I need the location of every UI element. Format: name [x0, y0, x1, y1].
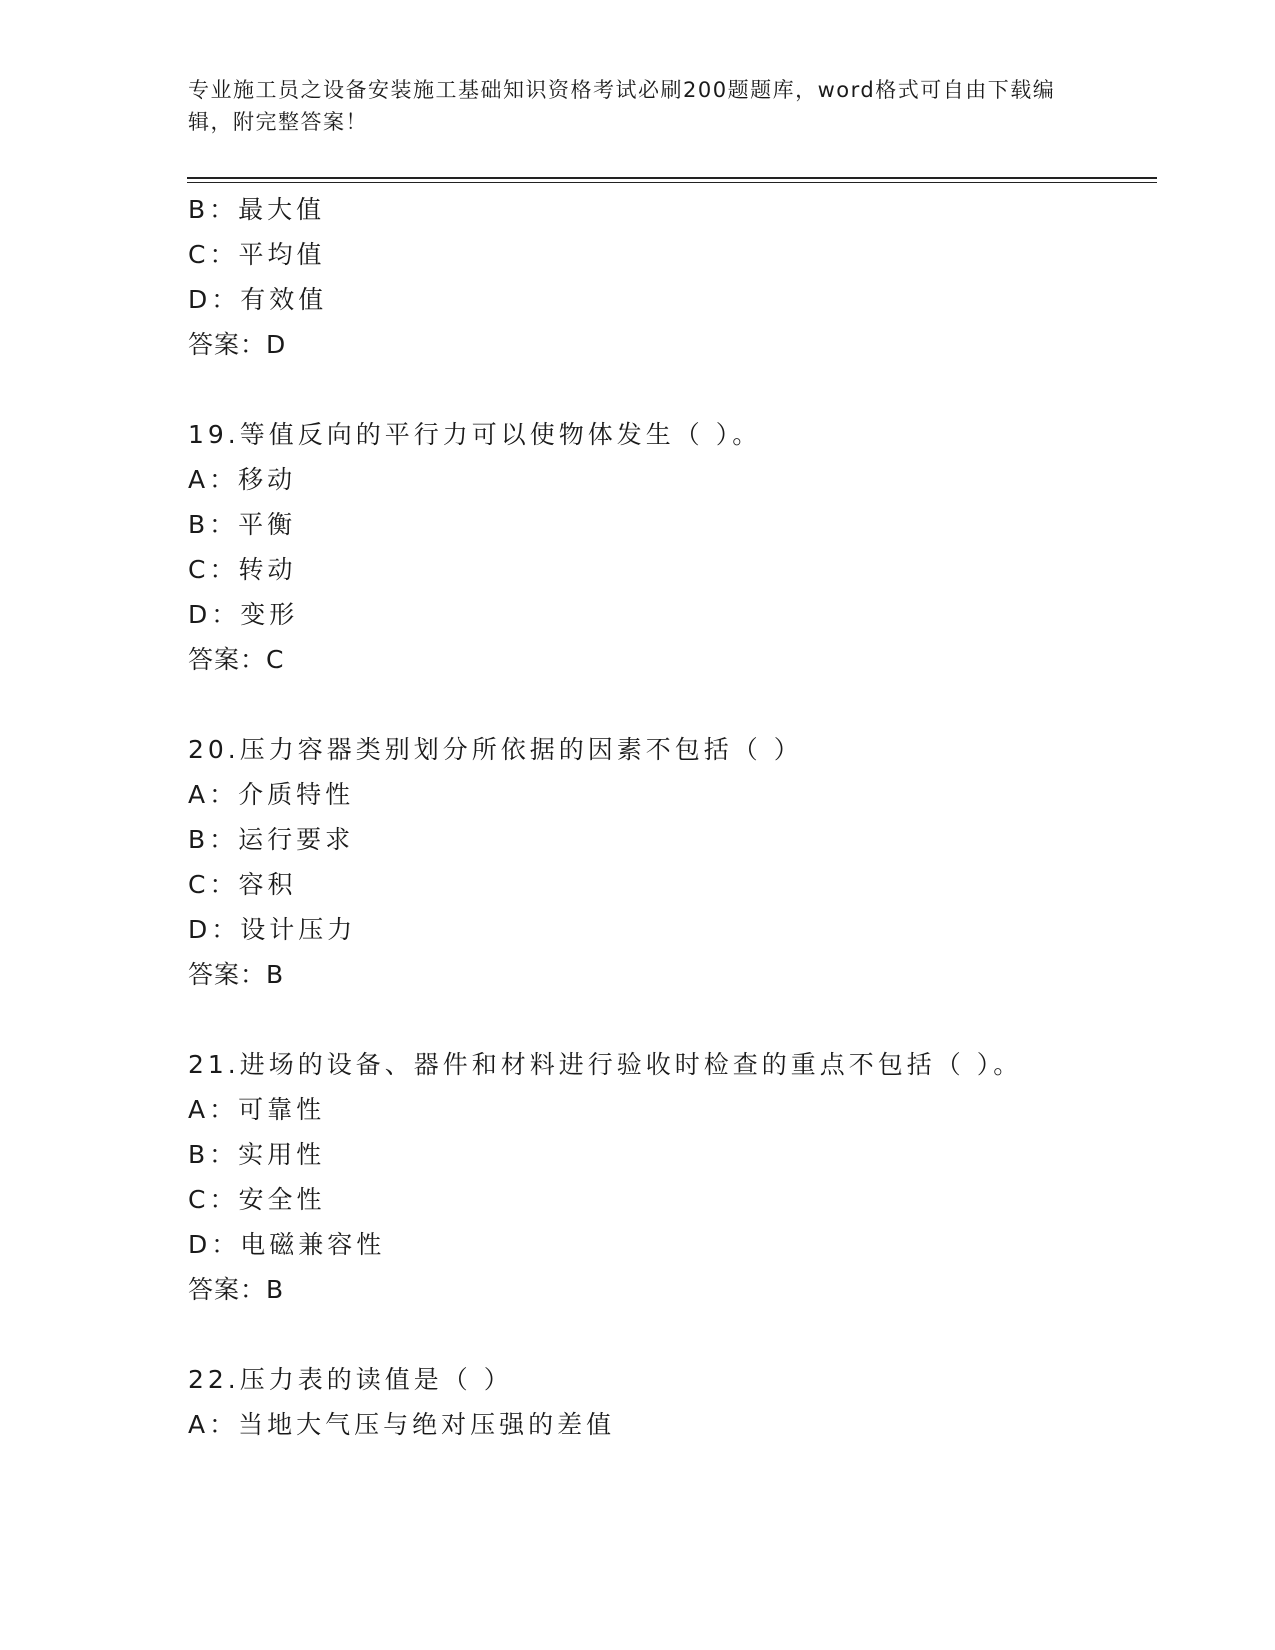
option-a-q20: A：介质特性 [188, 780, 355, 809]
question-21: 21.进场的设备、器件和材料进行验收时检查的重点不包括（ ）。 [188, 1050, 1023, 1079]
option-b-q21: B：实用性 [188, 1140, 326, 1169]
option-a-q22: A：当地大气压与绝对压强的差值 [188, 1410, 616, 1439]
question-22: 22.压力表的读值是（ ） [188, 1365, 513, 1394]
answer-q19: 答案：C [188, 645, 285, 674]
option-c-q21: C：安全性 [188, 1185, 326, 1214]
question-20: 20.压力容器类别划分所依据的因素不包括（ ） [188, 735, 803, 764]
option-c-q20: C：容积 [188, 870, 297, 899]
option-d-q20: D：设计压力 [188, 915, 357, 944]
header-divider-thin [187, 182, 1157, 183]
header-divider [187, 177, 1157, 179]
option-a-q21: A：可靠性 [188, 1095, 326, 1124]
answer-q20: 答案：B [188, 960, 285, 989]
option-b-q20: B：运行要求 [188, 825, 355, 854]
question-19: 19.等值反向的平行力可以使物体发生（ ）。 [188, 420, 762, 449]
option-d-q18: D：有效值 [188, 285, 328, 314]
option-b-q19: B：平衡 [188, 510, 297, 539]
answer-q18: 答案：D [188, 330, 287, 359]
option-c-q18: C：平均值 [188, 240, 326, 269]
option-c-q19: C：转动 [188, 555, 297, 584]
option-a-q19: A：移动 [188, 465, 297, 494]
option-d-q19: D：变形 [188, 600, 299, 629]
answer-q21: 答案：B [188, 1275, 285, 1304]
document-title: 专业施工员之设备安装施工基础知识资格考试必刷200题题库，word格式可自由下载编辑，附完整答案！ [188, 78, 1056, 134]
option-d-q21: D：电磁兼容性 [188, 1230, 386, 1259]
option-b-q18: B：最大值 [188, 195, 326, 224]
